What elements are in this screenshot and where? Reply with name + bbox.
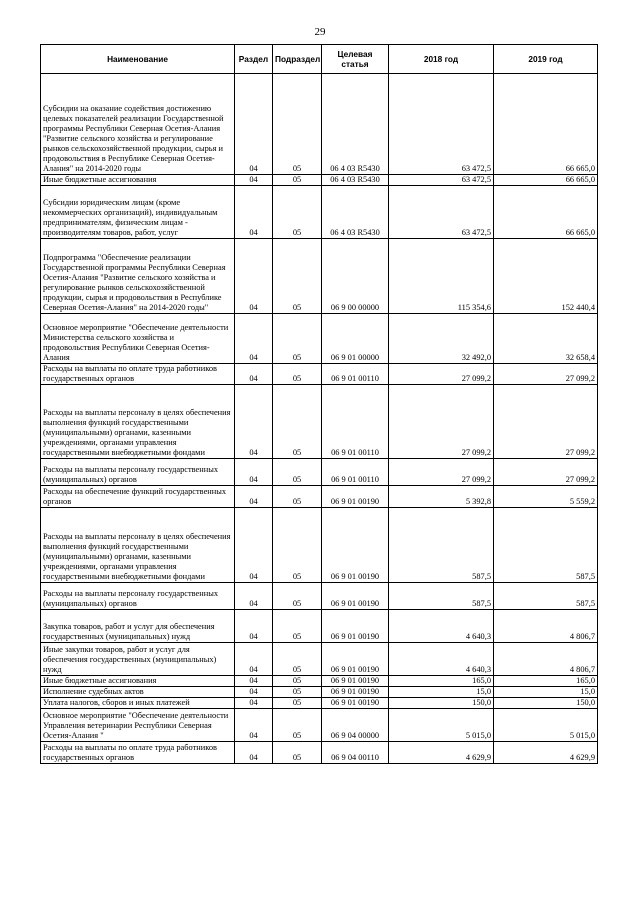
table-row: [41, 459, 598, 486]
cell-name: Подпрограмма "Обеспечение реализации Государственной программы Республики Северная Осетия-Алания "Развитие сельского хозяйства и регулирование рынков сельскохозяйственной продукции, сырья и продовольствия в Республике Северная Осетия-Алания" на 2014-2020 годы": [41, 239, 235, 314]
cell-2018: 4 629,9: [389, 742, 494, 764]
cell-podrazdel: 05: [273, 698, 322, 709]
cell-razdel: 04: [235, 74, 273, 175]
table-row: [41, 385, 598, 459]
table-row: [41, 239, 598, 314]
cell-razdel: 04: [235, 364, 273, 385]
cell-podrazdel: 05: [273, 583, 322, 610]
cell-name: Субсидии юридическим лицам (кроме некоммерческих организаций), индивидуальным предпринимателям, физическим лицам - производителям товаров, работ, услуг: [41, 186, 235, 239]
cell-2019: 4 629,9: [494, 742, 598, 764]
cell-razdel: 04: [235, 186, 273, 239]
cell-razdel: 04: [235, 643, 273, 676]
cell-2019: 66 665,0: [494, 175, 598, 186]
cell-statya: 06 9 01 00190: [322, 486, 389, 508]
cell-name: Иные бюджетные ассигнования: [41, 175, 235, 186]
header-podrazdel: Подраздел: [273, 45, 322, 74]
header-2018: 2018 год: [389, 45, 494, 74]
cell-statya: 06 9 01 00110: [322, 459, 389, 486]
cell-statya: 06 9 01 00190: [322, 508, 389, 583]
cell-razdel: 04: [235, 239, 273, 314]
cell-statya: 06 9 01 00190: [322, 698, 389, 709]
cell-2018: 587,5: [389, 583, 494, 610]
table-row: [41, 742, 598, 764]
header-2019: 2019 год: [494, 45, 598, 74]
cell-2018: 27 099,2: [389, 385, 494, 459]
cell-podrazdel: 05: [273, 676, 322, 687]
cell-name: Расходы на выплаты персоналу в целях обеспечения выполнения функций государственными (муниципальными) органами, казенными учреждениями, органами управления государственными внебюджетными фондами: [41, 385, 235, 459]
cell-2019: 32 658,4: [494, 314, 598, 364]
cell-statya: 06 9 01 00110: [322, 364, 389, 385]
cell-statya: 06 4 03 R5430: [322, 175, 389, 186]
cell-statya: 06 9 04 00000: [322, 709, 389, 742]
cell-2018: 115 354,6: [389, 239, 494, 314]
table-row: [41, 610, 598, 643]
cell-razdel: 04: [235, 459, 273, 486]
table-row: [41, 486, 598, 508]
cell-2019: 152 440,4: [494, 239, 598, 314]
cell-statya: 06 4 03 R5430: [322, 74, 389, 175]
table-row: [41, 676, 598, 687]
cell-statya: 06 9 01 00000: [322, 314, 389, 364]
cell-2018: 587,5: [389, 508, 494, 583]
table-row: [41, 508, 598, 583]
table-row: [41, 74, 598, 175]
cell-2019: 587,5: [494, 583, 598, 610]
cell-2019: 150,0: [494, 698, 598, 709]
cell-podrazdel: 05: [273, 314, 322, 364]
cell-razdel: 04: [235, 314, 273, 364]
budget-table: [40, 44, 598, 764]
cell-name: Закупка товаров, работ и услуг для обеспечения государственных (муниципальных) нужд: [41, 610, 235, 643]
header-razdel: Раздел: [235, 45, 273, 74]
cell-name: Расходы на обеспечение функций государственных органов: [41, 486, 235, 508]
cell-podrazdel: 05: [273, 175, 322, 186]
cell-name: Иные закупки товаров, работ и услуг для обеспечения государственных (муниципальных) нужд: [41, 643, 235, 676]
cell-razdel: 04: [235, 583, 273, 610]
table-row: [41, 709, 598, 742]
cell-podrazdel: 05: [273, 74, 322, 175]
cell-podrazdel: 05: [273, 385, 322, 459]
cell-statya: 06 9 04 00110: [322, 742, 389, 764]
cell-2019: 27 099,2: [494, 385, 598, 459]
cell-2018: 150,0: [389, 698, 494, 709]
header-statya: Целевая статья: [322, 45, 389, 74]
cell-2018: 5 392,8: [389, 486, 494, 508]
cell-2019: 587,5: [494, 508, 598, 583]
cell-2019: 27 099,2: [494, 459, 598, 486]
cell-razdel: 04: [235, 709, 273, 742]
cell-podrazdel: 05: [273, 709, 322, 742]
cell-podrazdel: 05: [273, 508, 322, 583]
cell-podrazdel: 05: [273, 186, 322, 239]
cell-name: Исполнение судебных актов: [41, 687, 235, 698]
cell-2019: 5 559,2: [494, 486, 598, 508]
cell-2019: 66 665,0: [494, 74, 598, 175]
table-header-row: [41, 45, 598, 74]
table-row: [41, 314, 598, 364]
cell-statya: 06 9 01 00190: [322, 583, 389, 610]
cell-2018: 4 640,3: [389, 643, 494, 676]
cell-podrazdel: 05: [273, 459, 322, 486]
cell-razdel: 04: [235, 508, 273, 583]
cell-2018: 63 472,5: [389, 74, 494, 175]
table-row: [41, 583, 598, 610]
cell-2018: 32 492,0: [389, 314, 494, 364]
cell-razdel: 04: [235, 175, 273, 186]
cell-2019: 165,0: [494, 676, 598, 687]
cell-name: Субсидии на оказание содействия достижению целевых показателей реализации Государственной программы Республики Северная Осетия-Алания "Развитие сельского хозяйства и регулирование рынков сельскохозяйственной продукции, сырья и продовольствия в Республике Северная Осетия-Алания" на 2014-2020 годы: [41, 74, 235, 175]
table-row: [41, 643, 598, 676]
cell-2018: 27 099,2: [389, 459, 494, 486]
cell-name: Расходы на выплаты персоналу государственных (муниципальных) органов: [41, 583, 235, 610]
cell-podrazdel: 05: [273, 643, 322, 676]
cell-2018: 5 015,0: [389, 709, 494, 742]
cell-statya: 06 9 01 00190: [322, 643, 389, 676]
cell-podrazdel: 05: [273, 610, 322, 643]
cell-razdel: 04: [235, 698, 273, 709]
cell-razdel: 04: [235, 676, 273, 687]
page-number: 29: [314, 26, 326, 38]
cell-2018: 63 472,5: [389, 186, 494, 239]
cell-statya: 06 9 01 00190: [322, 610, 389, 643]
cell-2019: 66 665,0: [494, 186, 598, 239]
cell-podrazdel: 05: [273, 364, 322, 385]
cell-statya: 06 9 00 00000: [322, 239, 389, 314]
cell-name: Расходы на выплаты по оплате труда работников государственных органов: [41, 742, 235, 764]
cell-razdel: 04: [235, 687, 273, 698]
cell-statya: 06 9 01 00190: [322, 676, 389, 687]
cell-2019: 27 099,2: [494, 364, 598, 385]
cell-name: Расходы на выплаты персоналу в целях обеспечения выполнения функций государственными (муниципальными) органами, казенными учреждениями, органами управления государственными внебюджетными фондами: [41, 508, 235, 583]
table-row: [41, 175, 598, 186]
cell-podrazdel: 05: [273, 687, 322, 698]
cell-name: Расходы на выплаты по оплате труда работников государственных органов: [41, 364, 235, 385]
table-row: [41, 364, 598, 385]
cell-2019: 5 015,0: [494, 709, 598, 742]
cell-2018: 4 640,3: [389, 610, 494, 643]
cell-statya: 06 9 01 00110: [322, 385, 389, 459]
cell-podrazdel: 05: [273, 742, 322, 764]
cell-razdel: 04: [235, 610, 273, 643]
cell-2018: 63 472,5: [389, 175, 494, 186]
table-row: [41, 687, 598, 698]
cell-statya: 06 4 03 R5430: [322, 186, 389, 239]
cell-podrazdel: 05: [273, 486, 322, 508]
cell-name: Основное мероприятие "Обеспечение деятельности Министерства сельского хозяйства и продовольствия Республики Северная Осетия-Алания: [41, 314, 235, 364]
cell-name: Основное мероприятие "Обеспечение деятельности Управления ветеринарии Республики Северная Осетия-Алания ": [41, 709, 235, 742]
cell-name: Иные бюджетные ассигнования: [41, 676, 235, 687]
cell-razdel: 04: [235, 486, 273, 508]
cell-podrazdel: 05: [273, 239, 322, 314]
table-row: [41, 186, 598, 239]
cell-2019: 4 806,7: [494, 610, 598, 643]
cell-2018: 165,0: [389, 676, 494, 687]
cell-2019: 15,0: [494, 687, 598, 698]
table-row: [41, 698, 598, 709]
header-name: Наименование: [41, 45, 235, 74]
cell-razdel: 04: [235, 385, 273, 459]
cell-razdel: 04: [235, 742, 273, 764]
cell-name: Расходы на выплаты персоналу государственных (муниципальных) органов: [41, 459, 235, 486]
cell-name: Уплата налогов, сборов и иных платежей: [41, 698, 235, 709]
cell-2018: 27 099,2: [389, 364, 494, 385]
cell-2019: 4 806,7: [494, 643, 598, 676]
cell-2018: 15,0: [389, 687, 494, 698]
cell-statya: 06 9 01 00190: [322, 687, 389, 698]
